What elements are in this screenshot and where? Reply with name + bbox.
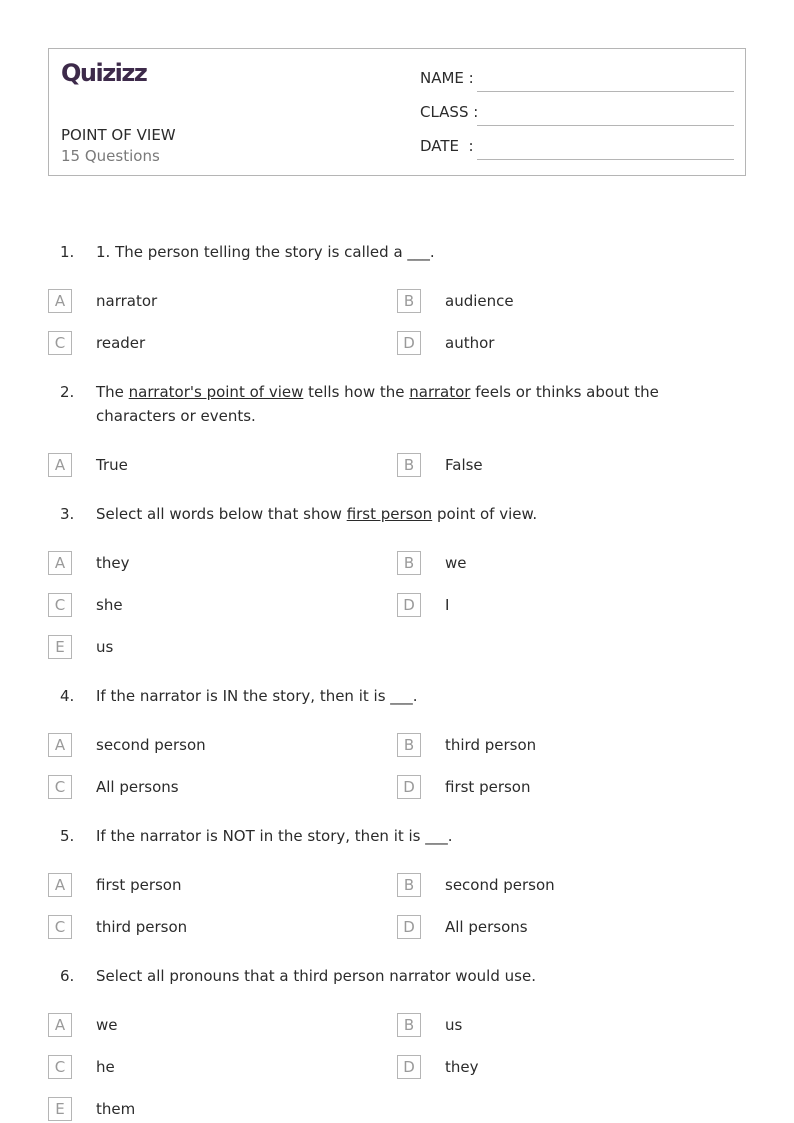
- question-text: The narrator's point of view tells how the narrator feels or thinks about the characters or events.: [96, 383, 659, 425]
- option-text: we: [445, 554, 467, 572]
- question-text: 1. The person telling the story is called a ___.: [96, 243, 435, 261]
- option-text: audience: [445, 292, 514, 310]
- option-text: False: [445, 456, 483, 474]
- class-line: [477, 125, 734, 126]
- option-letter-box: C: [48, 775, 72, 799]
- option-text: he: [96, 1058, 115, 1076]
- option-text: second person: [96, 736, 206, 754]
- option-text: narrator: [96, 292, 158, 310]
- option-letter-box: A: [48, 453, 72, 477]
- question-number: 4.: [60, 687, 75, 705]
- option-letter-box: D: [397, 775, 421, 799]
- option-text: them: [96, 1100, 136, 1118]
- name-line: [477, 91, 734, 92]
- option-letter-box: A: [48, 733, 72, 757]
- option-text: first person: [96, 876, 182, 894]
- underlined-term: first person: [346, 505, 433, 523]
- quizizz-logo: Quizizz: [61, 59, 147, 87]
- name-label: NAME :: [420, 69, 474, 87]
- class-field[interactable]: [420, 103, 734, 127]
- option-text: author: [445, 334, 495, 352]
- question-text: If the narrator is NOT in the story, then it is ___.: [96, 827, 453, 845]
- option-text: first person: [445, 778, 531, 796]
- option-letter-box: B: [397, 1013, 421, 1037]
- option-letter-box: C: [48, 1055, 72, 1079]
- name-field[interactable]: [420, 69, 734, 93]
- question-text: If the narrator is IN the story, then it is ___.: [96, 687, 418, 705]
- question-number: 5.: [60, 827, 75, 845]
- option-text: we: [96, 1016, 118, 1034]
- worksheet-title: POINT OF VIEW: [61, 126, 176, 144]
- option-letter-box: A: [48, 289, 72, 313]
- option-text: second person: [445, 876, 555, 894]
- option-letter-box: B: [397, 733, 421, 757]
- option-text: third person: [96, 918, 188, 936]
- option-letter-box: D: [397, 331, 421, 355]
- question-count: 15 Questions: [61, 147, 160, 165]
- option-text: True: [96, 456, 128, 474]
- option-text: All persons: [96, 778, 179, 796]
- option-letter-box: D: [397, 915, 421, 939]
- question-number: 3.: [60, 505, 75, 523]
- option-letter-box: A: [48, 551, 72, 575]
- question-number: 2.: [60, 383, 75, 401]
- underlined-term: narrator: [409, 383, 471, 401]
- option-letter-box: C: [48, 915, 72, 939]
- option-letter-box: A: [48, 1013, 72, 1037]
- option-letter-box: D: [397, 1055, 421, 1079]
- option-text: us: [96, 638, 114, 656]
- option-letter-box: C: [48, 593, 72, 617]
- option-text: third person: [445, 736, 537, 754]
- option-text: she: [96, 596, 123, 614]
- date-line: [477, 159, 734, 160]
- option-text: us: [445, 1016, 463, 1034]
- class-label: CLASS :: [420, 103, 479, 121]
- option-text: All persons: [445, 918, 528, 936]
- question-text: Select all words below that show first person point of view.: [96, 505, 538, 523]
- option-letter-box: C: [48, 331, 72, 355]
- option-letter-box: D: [397, 593, 421, 617]
- question-number: 1.: [60, 243, 75, 261]
- option-letter-box: E: [48, 635, 72, 659]
- question-text: Select all pronouns that a third person narrator would use.: [96, 967, 536, 985]
- option-text: I: [445, 596, 450, 614]
- question-number: 6.: [60, 967, 75, 985]
- option-letter-box: A: [48, 873, 72, 897]
- option-letter-box: B: [397, 551, 421, 575]
- worksheet-header: [48, 48, 746, 176]
- option-letter-box: E: [48, 1097, 72, 1121]
- option-text: reader: [96, 334, 146, 352]
- option-letter-box: B: [397, 873, 421, 897]
- date-field[interactable]: [420, 137, 734, 161]
- option-text: they: [445, 1058, 479, 1076]
- underlined-term: narrator's point of view: [128, 383, 304, 401]
- option-text: they: [96, 554, 130, 572]
- option-letter-box: B: [397, 289, 421, 313]
- date-label: DATE :: [420, 137, 474, 155]
- option-letter-box: B: [397, 453, 421, 477]
